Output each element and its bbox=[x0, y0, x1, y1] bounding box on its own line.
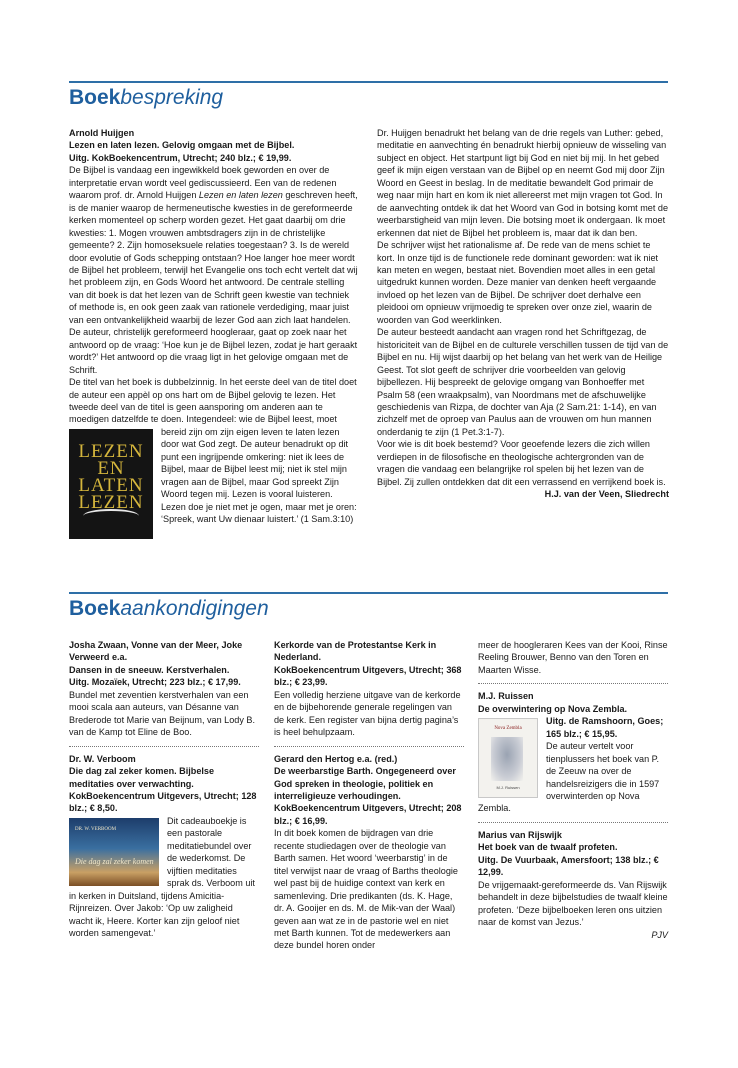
review-paragraph-4: Dr. Huijgen benadrukt het belang van de drie regels van Luther: gebed, meditatie en aanvechting én benadrukt hierbij opnieuw de wisseling van subject en object. Het startpunt ligt bij God en niet bij mij. In het gebed geef ik mijn eigen verstaan van de Bijbel op en neemt God mij door Zijn Woord en Geest in beslag. In de meditatie bewandelt God primair de weg naar mijn hart en kom ik niet allereerst met mijn vragen tot God. In de aanvechting ontdek ik dat het Woord van God in botsing komt met de weerbarstigheid van mijn leven. Die botsing moet ik ondergaan. Ik moet erkennen dat niet de Bijbel het probleem is, maar dat ik dan ben. bbox=[377, 128, 669, 238]
review-paragraph-2: De auteur, christelijk gereformeerd hoogleraar, gaat op zoek naar het antwoord op de vraag: ‘Hoe kun je de Bijbel lezen, zodat je hart geraakt wordt?’ Het antwoord op die vraag ligt in het gelovige omgaan met de Schrift. bbox=[69, 327, 358, 375]
announcements-column-1 bbox=[69, 639, 259, 939]
review-column-right bbox=[377, 127, 669, 501]
section-rule-bottom bbox=[69, 592, 668, 594]
section-rule-top bbox=[69, 81, 668, 83]
announcement-kerkorde: Kerkorde van de Protestantse Kerk in Nederland. KokBoekencentrum Uitgevers, Utrecht; 368 blz.; € 23,99. Een volledig herziene uitgave van de kerkorde en de bijbehorende generale regelingen van de kerk. Een register van bijna dertig pagina’s is heel behulpzaam. bbox=[274, 640, 462, 738]
review-column-left bbox=[69, 127, 359, 541]
review-publisher: Uitg. KokBoekencentrum, Utrecht; 240 blz.; € 19,99. bbox=[69, 152, 292, 163]
review-book-title: Lezen en laten lezen. Gelovig omgaan met de Bijbel. bbox=[69, 140, 295, 151]
announcement-nova-zembla: M.J. Ruissen De overwintering op Nova Zembla. Nova Zembla M.J. Ruissen Uitg. de Ramshoorn, Goes; 165 blz.; € 15,95. De auteur vertelt voor tienplussers het boek van P. de Zeeuw na over de handelsreizigers die in 1597 overwinterden op Nova Zembla. bbox=[478, 691, 664, 814]
section-title-boekaankondigingen: Boekaankondigingen bbox=[69, 597, 269, 620]
divider bbox=[274, 746, 464, 747]
initials: PJV bbox=[651, 929, 668, 940]
review-paragraph-7: Voor wie is dit boek bestemd? Voor geoefende lezers die zich willen verdiepen in de filosofische en theologische achtergronden van de vragen die vandaag een belangrijke rol spelen bij het lezen van de Bijbel. Zij zullen ontdekken dat dit een verrassend en verrijkend boek is. bbox=[377, 439, 666, 487]
announcement-dansen-in-de-sneeuw: Josha Zwaan, Vonne van der Meer, Joke Verweerd e.a. Dansen in de sneeuw. Kerstverhalen. Uitg. Mozaïek, Utrecht; 223 blz.; € 17,99. Bundel met zeventien kerstverhalen van een mooi scala aan auteurs, van Désanne van Brederode tot Marie van Beijnum, van Lody B. van de Kamp tot Eline de Boo. bbox=[69, 640, 256, 738]
review-signature: H.J. van der Veen, Sliedrecht bbox=[544, 489, 669, 500]
review-paragraph-3: De titel van het boek is dubbelzinnig. In het eerste deel van de titel doet de auteur een appèl op ons hart om de Bijbel gelovig te lezen. Het tweede deel van de titel is geen aansporing om anderen aan te moedigen datzelfde te doen. Integendeel: wie de Bijbel leest, moet LEZEN EN LATEN LEZEN bereid zijn om zijn eigen leven te laten lezen door wat God zegt. De auteur benadrukt op dit punt een ingrijpende omkering: niet ik lees de Bijbel, maar de Bijbel leest mij; niet ik stel mijn vragen aan de Bijbel, maar God spreekt Zijn Woord tegen mij. Lezen is vooral luisteren. Lezen doe je niet met je ogen, maar met je oren: ‘Spreek, want Uw dienaar luistert.’ (1 Sam.3:10) bbox=[69, 376, 359, 525]
announcements-column-3 bbox=[478, 639, 668, 941]
announcement-die-dag-zal-zeker-komen: Dr. W. Verboom Die dag zal zeker komen. Bijbelse meditaties over verwachting. KokBoekencentrum Uitgevers, Utrecht; 128 blz.; € 8,50. DR. W. VERBOOM Die dag zal zeker komen Dit cadeauboekje is een pastorale meditatiebundel over de wederkomst. De vijftien meditaties sprak ds. Verboom uit in kerken in Duitsland, tijdens Amicitia-Rijnreizen. Over Jakob: ‘Op uw zaligheid wacht ik, Heere. Korter kan zijn geloof niet worden samengevat.’ bbox=[69, 753, 257, 938]
section-title-boekbespreking: Boekbespreking bbox=[69, 86, 224, 109]
divider bbox=[69, 746, 259, 747]
review-paragraph-6: De auteur besteedt aandacht aan vragen rond het Schriftgezag, de historiciteit van de Bijbel en de culturele verschillen tussen de tijd van de Bijbel en nu. Hij wijst daarbij op het belang van het werk van de Heilige Geest. Tot slot geeft de schrijver drie voorbeelden van gelovig bijbellezen. Hij bespreekt de gelovige omgang van Bonhoeffer met Psalm 58 (een wraakpsalm), van Noordmans met de afschuwelijke geschiedenis van Rizpa, de dochter van Aja (2 Sam.21: 1-14), en van zichzelf met de oproep van Paulus aan de vrouwen om hun mannen onderdanig te zijn (1 Pet.3:1-7). bbox=[377, 327, 669, 437]
divider bbox=[478, 822, 668, 823]
announcements-column-2 bbox=[274, 639, 464, 952]
announcement-twaalf-profeten: Marius van Rijswijk Het boek van de twaalf profeten. Uitg. De Vuurbaak, Amersfoort; 138 blz.; € 12,99. De vrijgemaakt-gereformeerde ds. Van Rijswijk behandelt in deze bijbelstudies de twaalf kleine profeten. ‘Deze bijbelboeken leren ons uitzien naar de komst van Jezus.’ PJV bbox=[478, 829, 668, 940]
book-cover-lezen-en-laten-lezen: LEZEN EN LATEN LEZEN bbox=[69, 429, 153, 539]
announcement-barth-continued: meer de hoogleraren Kees van der Kooi, Rinse Reeling Brouwer, Benno van den Toren en Maarten Wisse. bbox=[478, 640, 668, 675]
book-cover-die-dag: DR. W. VERBOOM Die dag zal zeker komen bbox=[69, 818, 159, 886]
announcement-de-weerbarstige-barth: Gerard den Hertog e.a. (red.) De weerbarstige Barth. Ongegeneerd over God spreken in theologie, politiek en interreligieuze verhoudingen. KokBoekencentrum Uitgevers, Utrecht; 208 blz.; € 16,99. In dit boek komen de bijdragen van drie recente studiedagen over de theologie van Barth samen. Het woord ‘weerbarstig’ in de titel verwijst naar de vraag of Barths theologie wel past bij de huidige context van kerk en samenleving. Drie predikanten (ds. K. Hage, dr. A. Gooijer en ds. M. de Mik-van der Waal) geven aan wat ze in de pastorie wel en niet met Barth kunnen. Tot de medewerkers aan deze bundel horen onder bbox=[274, 753, 462, 951]
review-author: Arnold Huijgen bbox=[69, 128, 135, 138]
divider bbox=[478, 683, 668, 684]
book-cover-nova-zembla: Nova Zembla M.J. Ruissen bbox=[478, 718, 538, 798]
review-paragraph-5: De schrijver wijst het rationalisme af. De rede van de mens schiet te kort. In onze tijd is de functionele rede dominant geworden: wat ik niet kan meten en wegen, bestaat niet. Bovendien moet alles in een getal uitgedrukt kunnen worden. Deze manier van denken heeft vergaande invloed op het lezen van de Bijbel. De schrijver doet derhalve een pleidooi om opnieuw vrijmoedig te spreken over onze ziel, waarin de woorden van God weerklinken. bbox=[377, 240, 659, 325]
review-paragraph-1: De Bijbel is vandaag een ingewikkeld boek geworden en over de interpretatie ervan wordt veel gediscussieerd. Een van de redenen waarom prof. dr. Arnold Huijgen Lezen en laten lezen geschreven heeft, is de manier waarop de hermeneutische kwesties in de gereformeerde kerken momenteel op scherp worden gezet. Het gaat daarbij om drie kwesties: 1. Mogen vrouwen ambtsdragers zijn in de christelijke gemeente? 2. Zijn homoseksuele relaties toegestaan? 3. Is de wereld door evolutie of Gods schepping ontstaan? Hoe langer hoe meer wordt de Bijbel het probleem, terwijl het Evangelie ons toch echt vertelt dat wij het probleem zijn, en Gods Woord het antwoord. De centrale stelling van dit boek is dat het lezen van de Schrift geen kwestie van techniek of methode is, en ook geen zaak van rationele verdediging, maar juist van een ontvankelijkheid waarbij de lezer God aan zich laat handelen. bbox=[69, 165, 358, 325]
